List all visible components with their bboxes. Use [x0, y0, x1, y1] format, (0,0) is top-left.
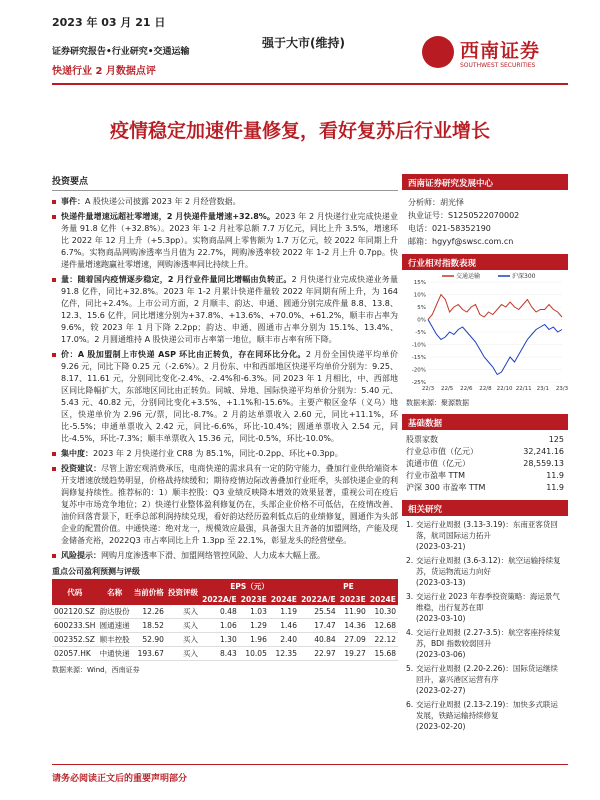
th-code: 代码: [52, 580, 98, 605]
dev-center-title: 西南证券研究发展中心: [402, 174, 568, 190]
th-rating: 投资评级: [166, 580, 200, 605]
table-cell: 17.47: [299, 619, 338, 633]
report-text: 交运行业周报 (3.13-3.19)：东南亚客货回落，航司国际运力拓升: [416, 520, 558, 540]
basic-value: 11.9: [546, 470, 564, 480]
series-line-hs300: [428, 320, 562, 375]
y-tick-label: -25%: [411, 380, 426, 386]
table-row: [52, 619, 398, 633]
relative-index-chart: [402, 270, 568, 396]
point-label: 量：随着国内疫情逐步稳定，2 月行业件量同比增幅由负转正。: [61, 275, 292, 284]
sidebar: [402, 174, 568, 738]
basic-data-table: [402, 433, 568, 493]
basic-value: 125: [548, 434, 564, 444]
analyst-phone: 电话：021-58352190: [408, 224, 491, 233]
report-text: 交运行业周报 (3.6-3.12)：航空运输持续复苏，货运物流运力向好: [416, 556, 561, 576]
point-text: 2 月快递行业完成快递业务量 91.8 亿件，同比+32.8%。2023 年 1-2 月累计快递件量较 2022 年同期有所上升，为 164 亿件，同比+2.4%。上市公司方面，2 月顺丰、韵达、申通、圆通分别完成件量 8.8、13.8、12.3、15.6 亿件，同比增速分别为+37.8%、+13.6%、+70.0%、+61.2%，顺丰市占率为 9.6%，较 2023 年 1 月下降 2.2pp；韵达、申通、圆通市占率分别为 15.1%、13.4%、17.0%。2 月圆通维持 A 股快递公司市占率第一地位，顺丰市占率有所下降。: [61, 275, 398, 344]
th-year: 2022A/E: [299, 593, 338, 605]
table-cell: 19.27: [338, 647, 368, 661]
basic-row: [402, 433, 568, 445]
th-name: 名称: [98, 580, 132, 605]
basic-label: 沪深 300 市盈率 TTM: [406, 482, 486, 492]
table-body: [52, 605, 398, 661]
report-number: 3.: [406, 592, 414, 601]
th-year: 2024E: [269, 593, 299, 605]
report-title: 疫情稳定加速件量修复，看好复苏后行业增长: [109, 120, 490, 142]
basic-row: [402, 481, 568, 493]
y-tick-label: 5%: [417, 305, 426, 311]
table-cell: 1.29: [239, 619, 269, 633]
point-label: 快递件量增速远超社零增速，2 月快递件量增速+32.8%。: [61, 212, 276, 221]
table-cell: 买入: [166, 633, 200, 647]
report-subtitle: 快递行业 2 月数据点评: [52, 66, 156, 77]
bullet-icon: [52, 200, 56, 204]
table-cell: 02057.HK: [52, 647, 98, 661]
table-cell: 顺丰控股: [98, 633, 132, 647]
industry-rating: 强于大市(维持): [262, 36, 345, 50]
analyst-license: 执业证号：S1250522070002: [408, 211, 520, 220]
table-cell: 12.68: [368, 619, 398, 633]
basic-title: 基础数据: [402, 414, 568, 430]
y-tick-label: 10%: [413, 292, 426, 299]
point-text: 网购月度渗透率下滑、加盟网络管控风险、人力成本大幅上涨。: [101, 551, 325, 560]
chart-source: 数据来源：聚源数据: [406, 399, 469, 407]
points-title: 投资要点: [52, 174, 398, 191]
report-date: (2023-02-27): [416, 686, 466, 695]
report-date: (2023-03-10): [416, 614, 466, 623]
table-cell: 18.52: [132, 619, 166, 633]
table-cell: 12.35: [269, 647, 299, 661]
basic-label: 流通市值（亿元）: [406, 458, 470, 468]
report-number: 1.: [406, 520, 414, 529]
table-row: [52, 647, 398, 661]
table-cell: 22.12: [368, 633, 398, 647]
x-tick-label: 22/10: [496, 386, 513, 392]
table-source: 数据来源：Wind，西南证券: [52, 666, 140, 674]
basic-value: 28,559.13: [523, 458, 564, 468]
forecast-table: [52, 580, 398, 661]
main-column: [52, 174, 398, 675]
th-year: 2022A/E: [200, 593, 239, 605]
report-item[interactable]: [406, 699, 564, 732]
point-text: 尽管上游宏观消费承压，电商快递的需求具有一定的防守能力，叠加行业供给端资本开支增速放缓趋势明显，价格战持续缓和；期待疫情边际改善叠加行业旺季，头部快递企业的利润修复持续性。推荐标的：1）顺丰控股：Q3 业绩反映降本增效的效果显著，重视公司在疫后复苏中市场竞争地位；2）快递行业整体盈利修复仍在，头部企业价格不可低估，在疫情改善、油价回落背景下，旺季总部利润持续兑现，看好韵达经历盈利低点后的业绩修复，圆通作为头部企业的配置价值。中通快递：绝对龙一，规模效应最强，具备强大且齐备的加盟网络，产能及现金储备充裕，2022Q3 市占率同比上升 1.3pp 至 22.1%，彰显龙头的经营壁垒。: [61, 464, 398, 545]
logo-mark-icon: [422, 36, 454, 68]
basic-row: [402, 469, 568, 481]
table-cell: 1.03: [239, 605, 269, 619]
legend-label: 交通运输: [456, 273, 481, 280]
report-item[interactable]: [406, 663, 564, 696]
report-date: 2023 年 03 月 21 日: [52, 16, 166, 29]
table-title: 重点公司盈利预测与评级: [52, 566, 398, 580]
table-cell: 15.68: [368, 647, 398, 661]
table-cell: 40.84: [299, 633, 338, 647]
th-price: 当前价格: [132, 580, 166, 605]
x-tick-label: 22/5: [440, 386, 454, 392]
analyst-email[interactable]: 邮箱：hgyyf@swsc.com.cn: [408, 237, 514, 246]
table-cell: 22.97: [299, 647, 338, 661]
bullet-icon: [52, 467, 56, 471]
basic-row: [402, 445, 568, 457]
y-tick-label: -10%: [411, 342, 426, 349]
bullet-icon: [52, 215, 56, 219]
th-year: 2023E: [338, 593, 368, 605]
y-tick-label: -15%: [411, 355, 426, 361]
table-cell: 52.90: [132, 633, 166, 647]
table-row: [52, 633, 398, 647]
x-tick-label: 22/3: [421, 386, 435, 392]
table-cell: 1.30: [200, 633, 239, 647]
table-cell: 买入: [166, 619, 200, 633]
legend-label: 沪深300: [512, 273, 536, 280]
basic-value: 32,241.16: [523, 446, 564, 456]
basic-label: 行业总市值（亿元）: [406, 446, 478, 456]
point-label: 价：A 股加盟制上市快递 ASP 环比由正转负，存在同环比分化。: [61, 350, 306, 359]
reports-title: 相关研究: [402, 500, 568, 516]
point-text: A 股快递公司披露 2023 年 2 月经营数据。: [85, 197, 241, 206]
analyst-info: [402, 190, 568, 254]
report-text: 交运行业周报 (2.27-3.5)：航空客座持续复苏，BDI 指数较弱回升: [416, 628, 561, 648]
report-date: (2023-03-13): [416, 578, 466, 587]
logo-name: 西南证券: [460, 40, 541, 62]
report-date: (2023-02-20): [416, 722, 466, 731]
report-category: 证券研究报告•行业研究•交通运输: [52, 47, 190, 57]
point-item: [52, 463, 398, 547]
report-date: (2023-03-21): [416, 542, 466, 551]
basic-value: 11.9: [546, 482, 564, 492]
point-item: [52, 448, 398, 460]
point-text: 2023 年 2 月快递行业完成快递业务量 91.8 亿件（+32.8%）。2023 年 1-2 月社零总额 7.7 万亿元，同比上升 3.5%，增速环比 2022 年 12 月上升（+5.3pp）。实物商品网上零售额为 1.7 万亿元，较 2022 年同期上升 6.7%。实物商品网购渗透率当月值为 22.7%，网购渗透率较 2022 年 1-2 月上升 0.7pp。快递件量增速跑赢社零增速，网购渗透率同比持续上升。: [61, 212, 399, 269]
report-item[interactable]: [406, 591, 564, 624]
table-cell: 韵达股份: [98, 605, 132, 619]
th-year: 2023E: [239, 593, 269, 605]
basic-row: [402, 457, 568, 469]
footer-divider: [52, 764, 568, 765]
report-item[interactable]: [406, 627, 564, 660]
x-tick-label: 23/3: [555, 386, 568, 392]
table-cell: 2.40: [269, 633, 299, 647]
basic-label: 股票家数: [406, 434, 438, 444]
bullet-icon: [52, 278, 56, 282]
point-item: [52, 211, 398, 271]
reports-list: [402, 516, 568, 738]
report-text: 交运行业 2023 年春季投资策略：海运景气维稳，出行复苏在即: [416, 592, 560, 612]
table-cell: 1.96: [239, 633, 269, 647]
y-tick-label: -20%: [411, 367, 426, 374]
th-eps: EPS（元）: [200, 580, 299, 593]
report-text: 交运行业周报 (2.13-2.19)：加快多式联运发展，铁路运输持续修复: [416, 700, 558, 720]
table-cell: 600233.SH: [52, 619, 98, 633]
x-tick-label: 22/8: [479, 386, 492, 392]
bullet-icon: [52, 353, 56, 357]
table-cell: 27.09: [338, 633, 368, 647]
analyst-name: 分析师：胡光怿: [408, 198, 464, 207]
table-cell: 中通快递: [98, 647, 132, 661]
report-text: 交运行业周报 (2.20-2.26)：国际货运继续回升，嘉兴港区运营有序: [416, 664, 558, 684]
report-number: 6.: [406, 700, 414, 709]
y-tick-label: 0%: [417, 317, 426, 324]
table-cell: 25.54: [299, 605, 338, 619]
table-cell: 10.05: [239, 647, 269, 661]
point-label: 风险提示：: [61, 551, 101, 560]
x-tick-label: 23/1: [536, 386, 550, 392]
chart-svg: [402, 270, 568, 396]
chart-title: 行业相对指数表现: [402, 254, 568, 270]
point-item: [52, 274, 398, 346]
logo-english: SOUTHWEST SECURITIES: [460, 62, 536, 69]
point-item: [52, 196, 398, 208]
point-label: 集中度：: [61, 449, 93, 458]
table-cell: 002352.SZ: [52, 633, 98, 647]
table-cell: 1.19: [269, 605, 299, 619]
report-item[interactable]: [406, 555, 564, 588]
th-pe: PE: [299, 580, 398, 593]
point-item: [52, 550, 398, 562]
footer-disclaimer: 请务必阅读正文后的重要声明部分: [52, 774, 188, 784]
point-text: 2 月份全国快递平均单价 9.26 元，同比下降 0.25 元（-2.6%）。2 月份东、中和西部地区快递平均单价分别为：9.25、8.17、11.61 元，分别同比变化-2.4%、-2.4%和-6.3%。同 2023 年 1 月相比，中、西部地区同比降幅扩大，东部地区同比由正转负。同城、异地、国际快递平均单价分别为：5.40 元、5.43 元、40.82 元，分别同比变化+3.5%、+1.1%和-15.6%。主要产粮区金华（义乌）地区，快递单价为 2.96 元/票，同比-8.7%。2 月韵达单票收入 2.60 元，同比+11.1%，环比-5.5%；申通单票收入 2.42 元，同比-6.6%，环比-10.4%；圆通单票收入 2.54 元，同比-4.5%，环比-7.3%；顺丰单票收入 15.36 元，同比-0.5%，环比-10.0%。: [61, 350, 398, 443]
table-cell: 买入: [166, 605, 200, 619]
table-cell: 10.30: [368, 605, 398, 619]
point-label: 事件：: [61, 197, 85, 206]
table-cell: 0.48: [200, 605, 239, 619]
company-logo: [422, 34, 567, 78]
report-number: 4.: [406, 628, 414, 637]
table-cell: 1.46: [269, 619, 299, 633]
table-cell: 12.26: [132, 605, 166, 619]
table-cell: 14.36: [338, 619, 368, 633]
table-cell: 8.43: [200, 647, 239, 661]
x-tick-label: 22/6: [460, 386, 473, 392]
point-item: [52, 349, 398, 445]
report-number: 2.: [406, 556, 414, 565]
point-text: 2023 年 2 月快递行业 CR8 为 85.1%，同比-0.2pp、环比+0.3pp。: [93, 449, 343, 458]
report-item[interactable]: [406, 519, 564, 552]
table-cell: 193.67: [132, 647, 166, 661]
header-divider: [52, 83, 568, 85]
bullet-icon: [52, 452, 56, 456]
report-number: 5.: [406, 664, 414, 673]
table-cell: 圆通速递: [98, 619, 132, 633]
bullet-icon: [52, 554, 56, 558]
basic-label: 行业市盈率 TTM: [406, 470, 466, 480]
table-cell: 1.06: [200, 619, 239, 633]
y-tick-label: 15%: [413, 280, 426, 286]
table-cell: 买入: [166, 647, 200, 661]
y-tick-label: -5%: [415, 330, 426, 336]
point-label: 投资建议：: [61, 464, 102, 473]
table-cell: 002120.SZ: [52, 605, 98, 619]
report-date: (2023-03-06): [416, 650, 466, 659]
th-year: 2024E: [368, 593, 398, 605]
table-row: [52, 605, 398, 619]
x-tick-label: 22/11: [515, 386, 532, 392]
points-list: [52, 196, 398, 562]
table-cell: 11.90: [338, 605, 368, 619]
